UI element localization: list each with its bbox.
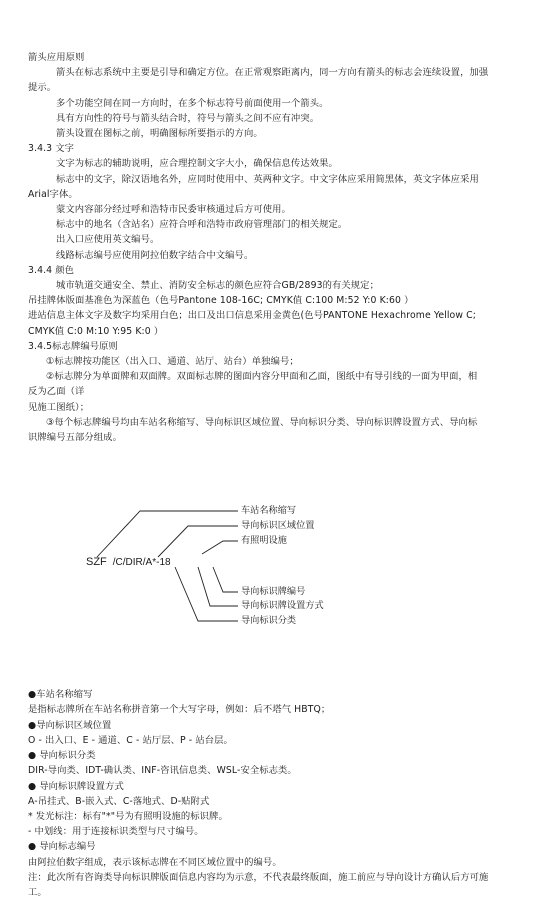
label-area-position: 导向标识区域位置 (241, 520, 315, 532)
text-line: 多个功能空间在同一方向时，在多个标志符号前面使用一个箭头。 (56, 97, 329, 109)
text-line: 识牌编号五部分组成。 (28, 432, 122, 444)
label-setting-method: 导向标识牌设置方式 (241, 600, 324, 612)
text-line: 吊挂牌体版面基准色为深蓝色（色号Pantone 108-16C; CMYK值 C:100 M:52 Y:0 K:60 ） (28, 295, 414, 307)
numbering-diagram (28, 449, 526, 687)
text-line: 箭头在标志系统中主要是引导和确定方位。在正常观察距离内，同一方向有箭头的标志会连续设置，加强 (56, 67, 489, 79)
text-line: O - 出入口、E - 通道、C - 站厅层、P - 站台层。 (28, 734, 233, 746)
text-block-legend (28, 687, 526, 900)
text-line: 蒙文内容部分经过呼和浩特市民委审核通过后方可使用。 (56, 204, 291, 216)
sign-code-example (86, 556, 171, 568)
text-line: 具有方向性的符号与箭头结合时，符号与箭头之间不应有冲突。 (56, 112, 320, 124)
text-line: 3.4.3 文字 (28, 143, 75, 155)
text-line: 进站信息主体文字及数字均采用白色；出口及出口信息采用金黄色(色号PANTONE Hexachrome Yellow C; (28, 310, 476, 322)
text-line: CMYK值 C:0 M:10 Y:95 K:0 ） (28, 325, 164, 337)
text-line: 箭头设置在图标之前，明确图标所要指示的方向。 (56, 128, 263, 140)
text-line: 文字为标志的辅助说明，应合理控制文字大小，确保信息传达效果。 (56, 158, 338, 170)
text-line: Arial字体。 (28, 188, 78, 200)
text-line: ●车站名称缩写 (28, 689, 93, 701)
leader-area-position (158, 526, 238, 557)
label-lighting: 有照明设施 (241, 535, 287, 547)
code-prefix: SZF (86, 556, 107, 569)
text-line: 线路标志编号应使用阿拉伯数字结合中文编号。 (56, 249, 254, 261)
text-line: 见施工图纸）； (28, 401, 90, 413)
text-line: 提示。 (28, 82, 57, 94)
text-line: 标志中的文字，除汉语地名外，应同时使用中、英两种文字。中文字体应采用简黑体，英文字体应采用 (56, 173, 479, 185)
text-line: 3.4.5标志牌编号原则 (28, 340, 118, 352)
leader-station-abbr (97, 511, 238, 557)
text-line: 注：此次所有咨询类导向标识牌版面信息内容均为示意，不代表最终版面，施工前应与导向设计方确认后方可施 (28, 871, 489, 883)
diagram-lines (28, 449, 328, 687)
text-line: 箭头应用原则 (28, 52, 85, 63)
text-line: 是指标志牌所在车站名称拼音第一个大写字母，例如：后不塔气 HBTQ； (28, 704, 331, 716)
text-line: ①标志牌按功能区（出入口、通道、站厅、站台）单独编号； (46, 356, 299, 368)
text-line: 出入口应使用英文编号。 (56, 234, 160, 246)
text-line: ● 导向标志编号 (28, 841, 96, 853)
label-sign-number: 导向标识牌编号 (241, 586, 306, 598)
text-line: 工。 (28, 886, 47, 898)
text-line: 城市轨道交通安全、禁止、消防安全标志的颜色应符合GB/2893的有关规定； (56, 280, 379, 292)
text-line: - 中划线：用于连接标识类型与尺寸编号。 (28, 826, 204, 838)
text-line: ● 导向标识牌设置方式 (28, 780, 124, 792)
text-block-principles (28, 50, 526, 445)
leader-sign-number (213, 567, 238, 592)
text-line: 反为乙面（详 (28, 386, 85, 398)
leader-lighting (202, 541, 238, 554)
text-line: DIR-导向类、IDT-确认类、INF-咨讯信息类、WSL-安全标志类。 (28, 765, 297, 777)
text-line: * 发光标注：标有"*"号为有照明设施的标识牌。 (28, 810, 228, 822)
text-line: ②标志牌分为单面牌和双面牌。双面标志牌的图面内容分甲面和乙面，图纸中有导引线的一面为甲面，相 (46, 371, 478, 383)
text-line: 由阿拉伯数字组成，表示该标志牌在不同区域位置中的编号。 (28, 856, 282, 868)
label-station-abbr: 车站名称缩写 (241, 505, 297, 517)
document-page (28, 50, 526, 900)
text-line: 标志中的地名（含站名）应符合呼和浩特市政府管理部门的相关规定。 (56, 219, 348, 231)
text-line: ● 导向标识分类 (28, 750, 96, 762)
text-line: 3.4.4 颜色 (28, 264, 75, 276)
label-category: 导向标识分类 (241, 615, 297, 627)
text-line: A-吊挂式、B-嵌入式、C-落地式、D-贴附式 (28, 795, 210, 807)
leader-setting-method (198, 567, 238, 606)
text-line: ③每个标志牌编号均由车站名称缩写、导向标识区域位置、导向标识分类、导向标识牌设置方式、导向标 (46, 416, 478, 428)
text-line: ●导向标识区域位置 (28, 719, 112, 731)
code-rest: /C/DIR/A*-18 (112, 557, 171, 569)
